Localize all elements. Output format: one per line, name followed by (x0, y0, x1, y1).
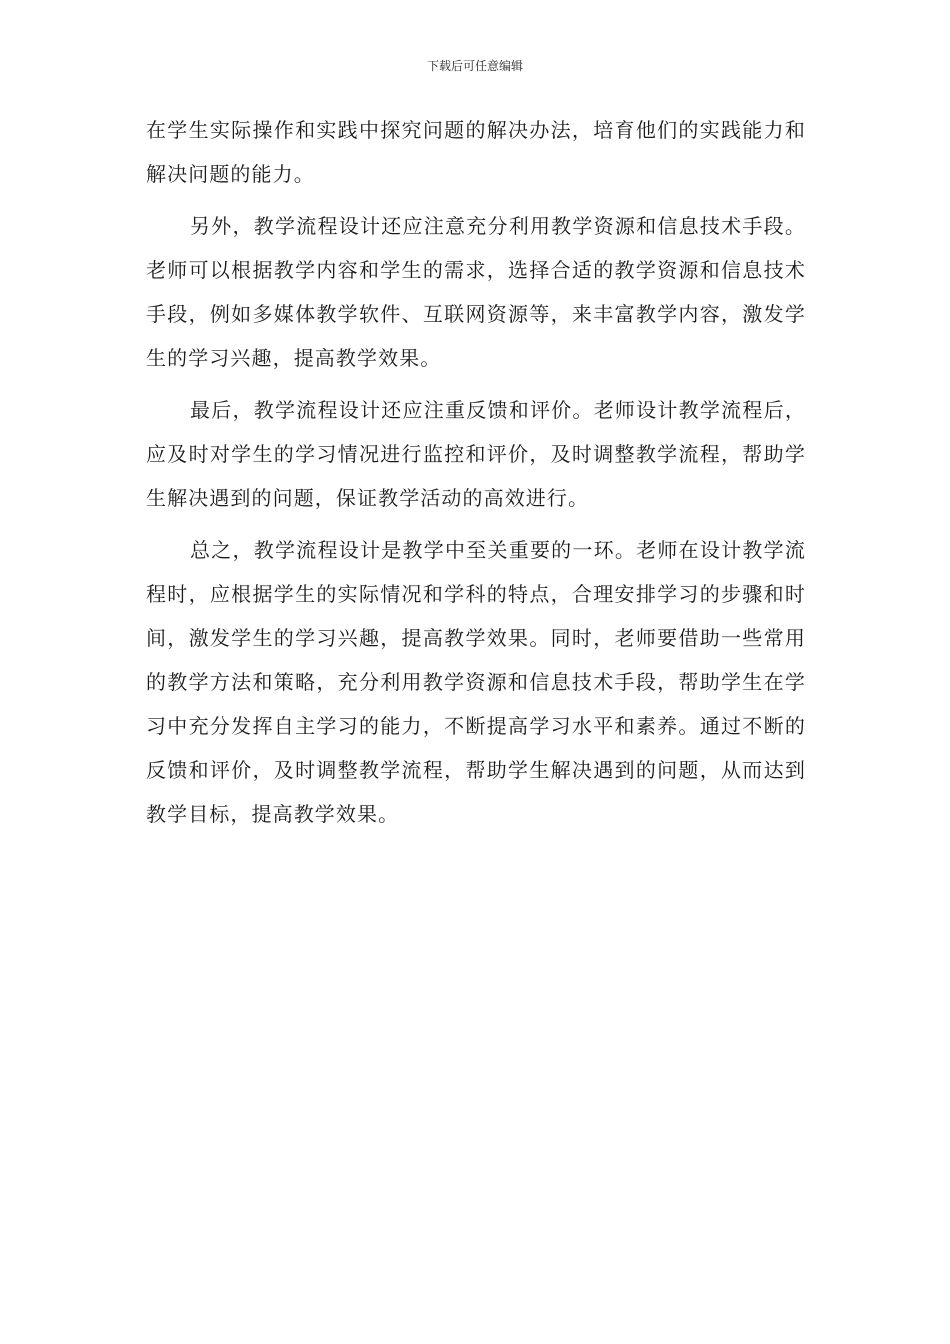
paragraph-continuation: 在学生实际操作和实践中探究问题的解决办法，培育他们的实践能力和解决问题的能力。 (146, 118, 806, 186)
paragraph-feedback-evaluation: 最后，教学流程设计还应注重反馈和评价。老师设计教学流程后，应及时对学生的学习情况进行监控和评价，及时调整教学流程，帮助学生解决遇到的问题，保证教学活动的高效进行。 (146, 398, 806, 510)
paragraph-conclusion: 总之，教学流程设计是教学中至关重要的一环。老师在设计教学流程时，应根据学生的实际情况和学科的特点，合理安排学习的步骤和时间，激发学生的学习兴趣，提高教学效果。同时，老师要借助一些常用的教学方法和策略，充分利用教学资源和信息技术手段，帮助学生在学习中充分发挥自主学习的能力，不断提高学习水平和素养。通过不断的反馈和评价，及时调整教学流程，帮助学生解决遇到的问题，从而达到教学目标，提高教学效果。 (146, 538, 806, 826)
page-header: 下载后可任意编辑 (426, 59, 523, 73)
paragraph-teaching-resources: 另外，教学流程设计还应注意充分利用教学资源和信息技术手段。老师可以根据教学内容和学生的需求，选择合适的教学资源和信息技术手段，例如多媒体教学软件、互联网资源等，来丰富教学内容，激发学生的学习兴趣，提高教学效果。 (146, 214, 806, 370)
document-body (146, 108, 806, 844)
